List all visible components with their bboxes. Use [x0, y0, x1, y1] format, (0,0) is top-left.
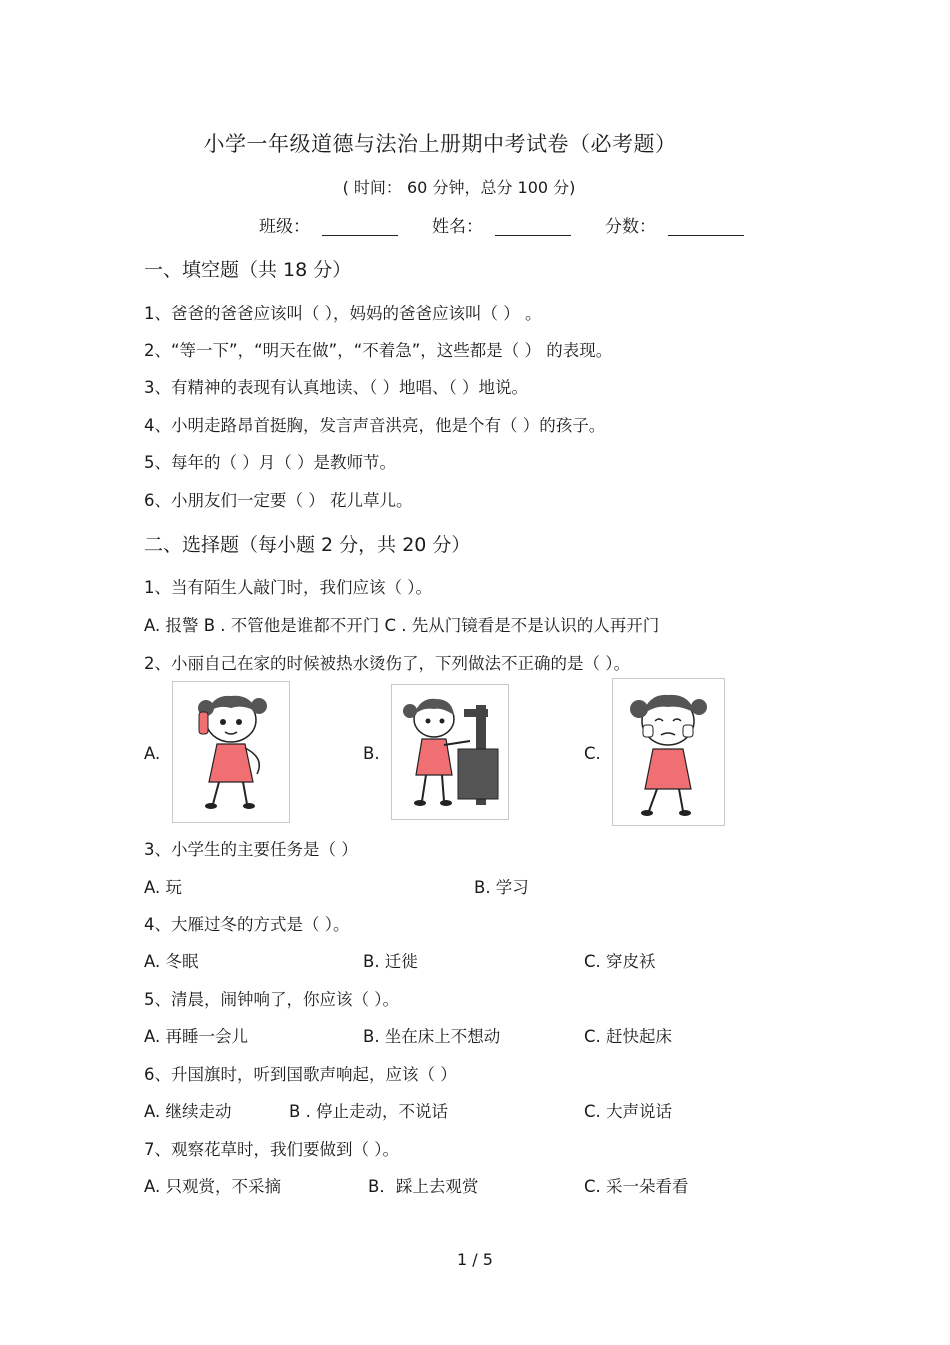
- q7-option-c: C. 采一朵看看: [584, 1177, 689, 1196]
- q5-option-a: A. 再睡一会儿: [144, 1027, 248, 1046]
- q5-option-c: C. 赶快起床: [584, 1027, 673, 1046]
- choice-question-3: 3、小学生的主要任务是（ ）: [144, 840, 358, 859]
- choice-question-2: 2、小丽自己在家的时候被热水烫伤了，下列做法不正确的是（ ）。: [144, 654, 630, 673]
- exam-info: ( 时间： 60 分钟，总分 100 分): [342, 178, 576, 197]
- q3-option-a: A. 玩: [144, 878, 182, 897]
- page-number: 1 / 5: [457, 1250, 493, 1269]
- q6-option-a: A. 继续走动: [144, 1102, 232, 1121]
- girl-faucet-illustration: [392, 685, 508, 819]
- score-blank[interactable]: [668, 217, 744, 236]
- option-b-label: B.: [363, 744, 380, 763]
- q7-option-b: B．踩上去观赏: [368, 1177, 479, 1196]
- fill-question-4: 4、小明走路昂首挺胸，发言声音洪亮，他是个有（ ）的孩子。: [144, 416, 606, 435]
- score-field: [605, 212, 744, 237]
- q4-option-b: B. 迁徙: [363, 952, 418, 971]
- fill-question-6: 6、小朋友们一定要（ ） 花儿草儿。: [144, 491, 413, 510]
- name-field: [432, 212, 571, 237]
- name-blank[interactable]: [495, 217, 571, 236]
- q7-option-a: A. 只观赏，不采摘: [144, 1177, 281, 1196]
- q6-option-b: B . 停止走动，不说话: [289, 1102, 449, 1121]
- fill-question-2: 2、“等一下”，“明天在做”，“不着急”，这些都是（ ） 的表现。: [144, 341, 613, 360]
- q3-option-b: B. 学习: [474, 878, 529, 897]
- name-label: 姓名：: [432, 217, 483, 237]
- choice-question-1-options: A. 报警 B . 不管他是谁都不开门 C . 先从门镜看是不是认识的人再开门: [144, 616, 660, 635]
- page-title: 小学一年级道德与法治上册期中考试卷（必考题）: [203, 132, 677, 156]
- picture-girl-crying: [612, 678, 725, 826]
- choice-question-6: 6、升国旗时，听到国歌声响起，应该（ ）: [144, 1065, 457, 1084]
- choice-question-5: 5、清晨，闹钟响了，你应该（ ）。: [144, 990, 399, 1009]
- score-label: 分数：: [605, 217, 656, 237]
- section-heading-fill: 一、填空题（共 18 分）: [144, 259, 352, 281]
- class-label: 班级：: [259, 217, 310, 237]
- picture-girl-at-faucet: [391, 684, 509, 820]
- choice-question-1: 1、当有陌生人敲门时，我们应该（ ）。: [144, 578, 432, 597]
- q5-option-b: B. 坐在床上不想动: [363, 1027, 501, 1046]
- girl-crying-illustration: [613, 679, 724, 825]
- option-c-label: C.: [584, 744, 601, 763]
- option-a-label: A.: [144, 744, 161, 763]
- class-field: [259, 212, 398, 237]
- choice-question-7: 7、观察花草时，我们要做到（ ）。: [144, 1140, 399, 1159]
- section-heading-choice: 二、选择题（每小题 2 分，共 20 分）: [144, 534, 471, 556]
- choice-question-4: 4、大雁过冬的方式是（ ）。: [144, 915, 350, 934]
- fill-question-5: 5、每年的（ ）月（ ）是教师节。: [144, 453, 396, 472]
- q4-option-a: A. 冬眠: [144, 952, 199, 971]
- q4-option-c: C. 穿皮袄: [584, 952, 656, 971]
- fill-question-1: 1、爸爸的爸爸应该叫（ ），妈妈的爸爸应该叫（ ） 。: [144, 304, 542, 323]
- fill-question-3: 3、有精神的表现有认真地读、（ ）地唱、（ ）地说。: [144, 378, 528, 397]
- q6-option-c: C. 大声说话: [584, 1102, 673, 1121]
- class-blank[interactable]: [322, 217, 398, 236]
- picture-girl-on-phone: [172, 681, 290, 823]
- girl-phone-illustration: [173, 682, 289, 822]
